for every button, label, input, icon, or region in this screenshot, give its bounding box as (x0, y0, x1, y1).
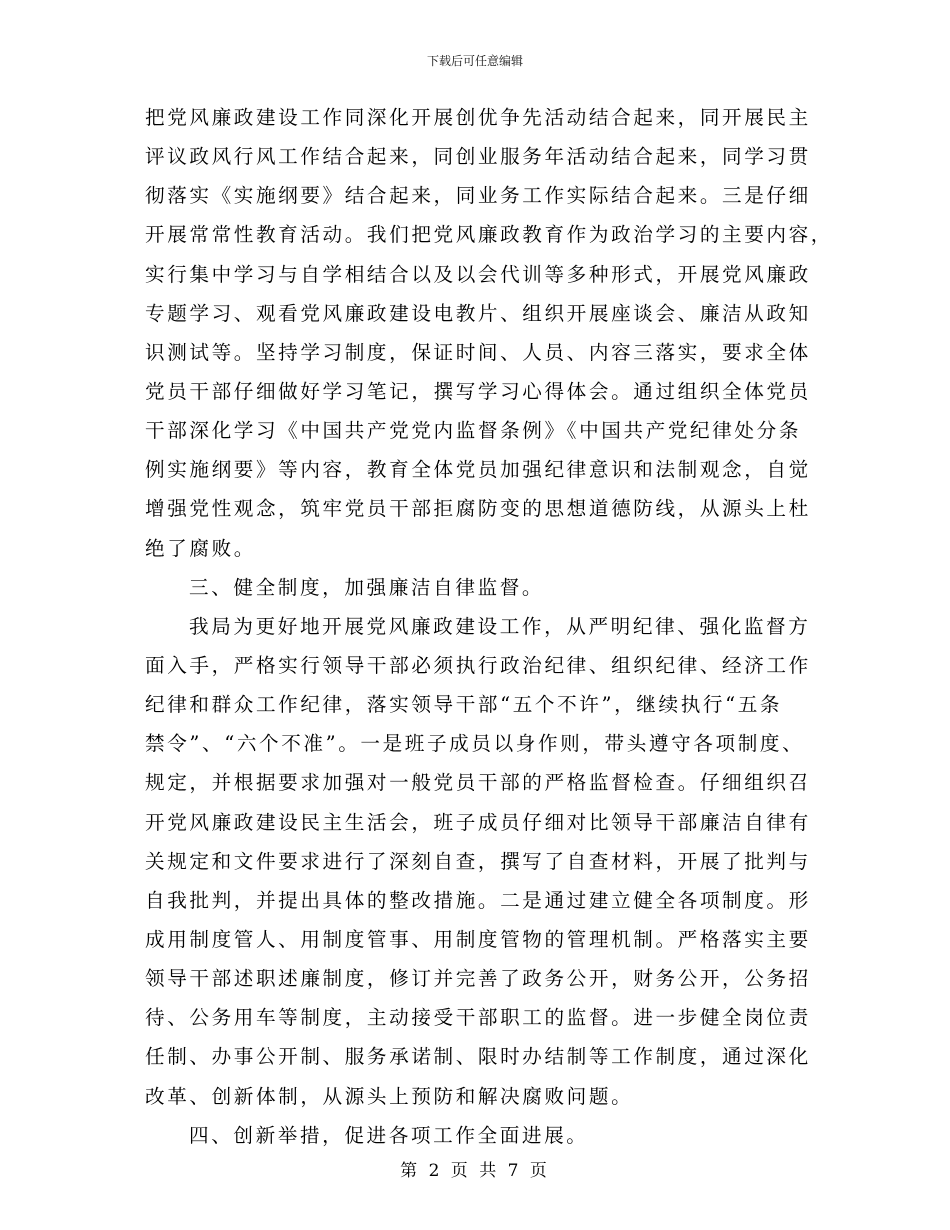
text-line: 识测试等。坚持学习制度，保证时间、人员、内容三落实，要求全体 (145, 340, 811, 364)
paragraph-start-line: 我局为更好地开展党风廉政建设工作，从严明纪律、强化监督方 (189, 614, 811, 638)
text-line: 任制、办事公开制、服务承诺制、限时办结制等工作制度，通过深化 (145, 1045, 811, 1069)
text-line: 改革、创新体制，从源头上预防和解决腐败问题。 (145, 1084, 634, 1108)
text-line: 实行集中学习与自学相结合以及以会代训等多种形式，开展党风廉政 (145, 262, 811, 286)
text-line: 彻落实《实施纲要》结合起来，同业务工作实际结合起来。三是仔细 (145, 184, 811, 208)
text-line: 干部深化学习《中国共产党党内监督条例》《中国共产党纪律处分条 (145, 419, 802, 443)
page-header: 下载后可任意编辑 (426, 54, 523, 68)
text-line: 例实施纲要》等内容，教育全体党员加强纪律意识和法制观念，自觉 (145, 458, 811, 482)
text-line: 规定，并根据要求加强对一般党员干部的严格监督检查。仔细组织召 (145, 771, 811, 795)
text-line: 关规定和文件要求进行了深刻自查，撰写了自查材料，开展了批判与 (145, 849, 811, 873)
section-heading: 四、创新举措，促进各项工作全面进展。 (189, 1123, 589, 1147)
page-number-footer: 第 2 页 共 7 页 (400, 1161, 550, 1181)
text-line: 开展常常性教育活动。我们把党风廉政教育作为政治学习的主要内容， (145, 223, 834, 247)
text-line: 领导干部述职述廉制度，修订并完善了政务公开，财务公开，公务招 (145, 967, 811, 991)
text-line: 成用制度管人、用制度管事、用制度管物的管理机制。严格落实主要 (145, 927, 811, 951)
text-line: 评议政风行风工作结合起来，同创业服务年活动结合起来，同学习贯 (145, 145, 811, 169)
text-line: 面入手，严格实行领导干部必须执行政治纪律、组织纪律、经济工作 (145, 653, 811, 677)
document-body (145, 98, 834, 1155)
text-line: 禁令”、“六个不准”。一是班子成员以身作则，带头遵守各项制度、 (145, 732, 805, 756)
text-line: 绝了腐败。 (145, 536, 256, 560)
text-line: 待、公务用车等制度，主动接受干部职工的监督。进一步健全岗位责 (145, 1006, 811, 1030)
text-line: 自我批判，并提出具体的整改措施。二是通过建立健全各项制度。形 (145, 888, 811, 912)
text-line: 党员干部仔细做好学习笔记，撰写学习心得体会。通过组织全体党员 (145, 379, 811, 403)
text-line: 开党风廉政建设民主生活会，班子成员仔细对比领导干部廉洁自律有 (145, 810, 811, 834)
text-line: 增强党性观念，筑牢党员干部拒腐防变的思想道德防线，从源头上杜 (145, 497, 811, 521)
text-line: 专题学习、观看党风廉政建设电教片、组织开展座谈会、廉洁从政知 (145, 301, 811, 325)
text-line: 纪律和群众工作纪律，落实领导干部“五个不许”，继续执行“五条 (145, 693, 783, 717)
text-line: 把党风廉政建设工作同深化开展创优争先活动结合起来，同开展民主 (145, 106, 811, 129)
section-heading: 三、健全制度，加强廉洁自律监督。 (189, 575, 545, 599)
